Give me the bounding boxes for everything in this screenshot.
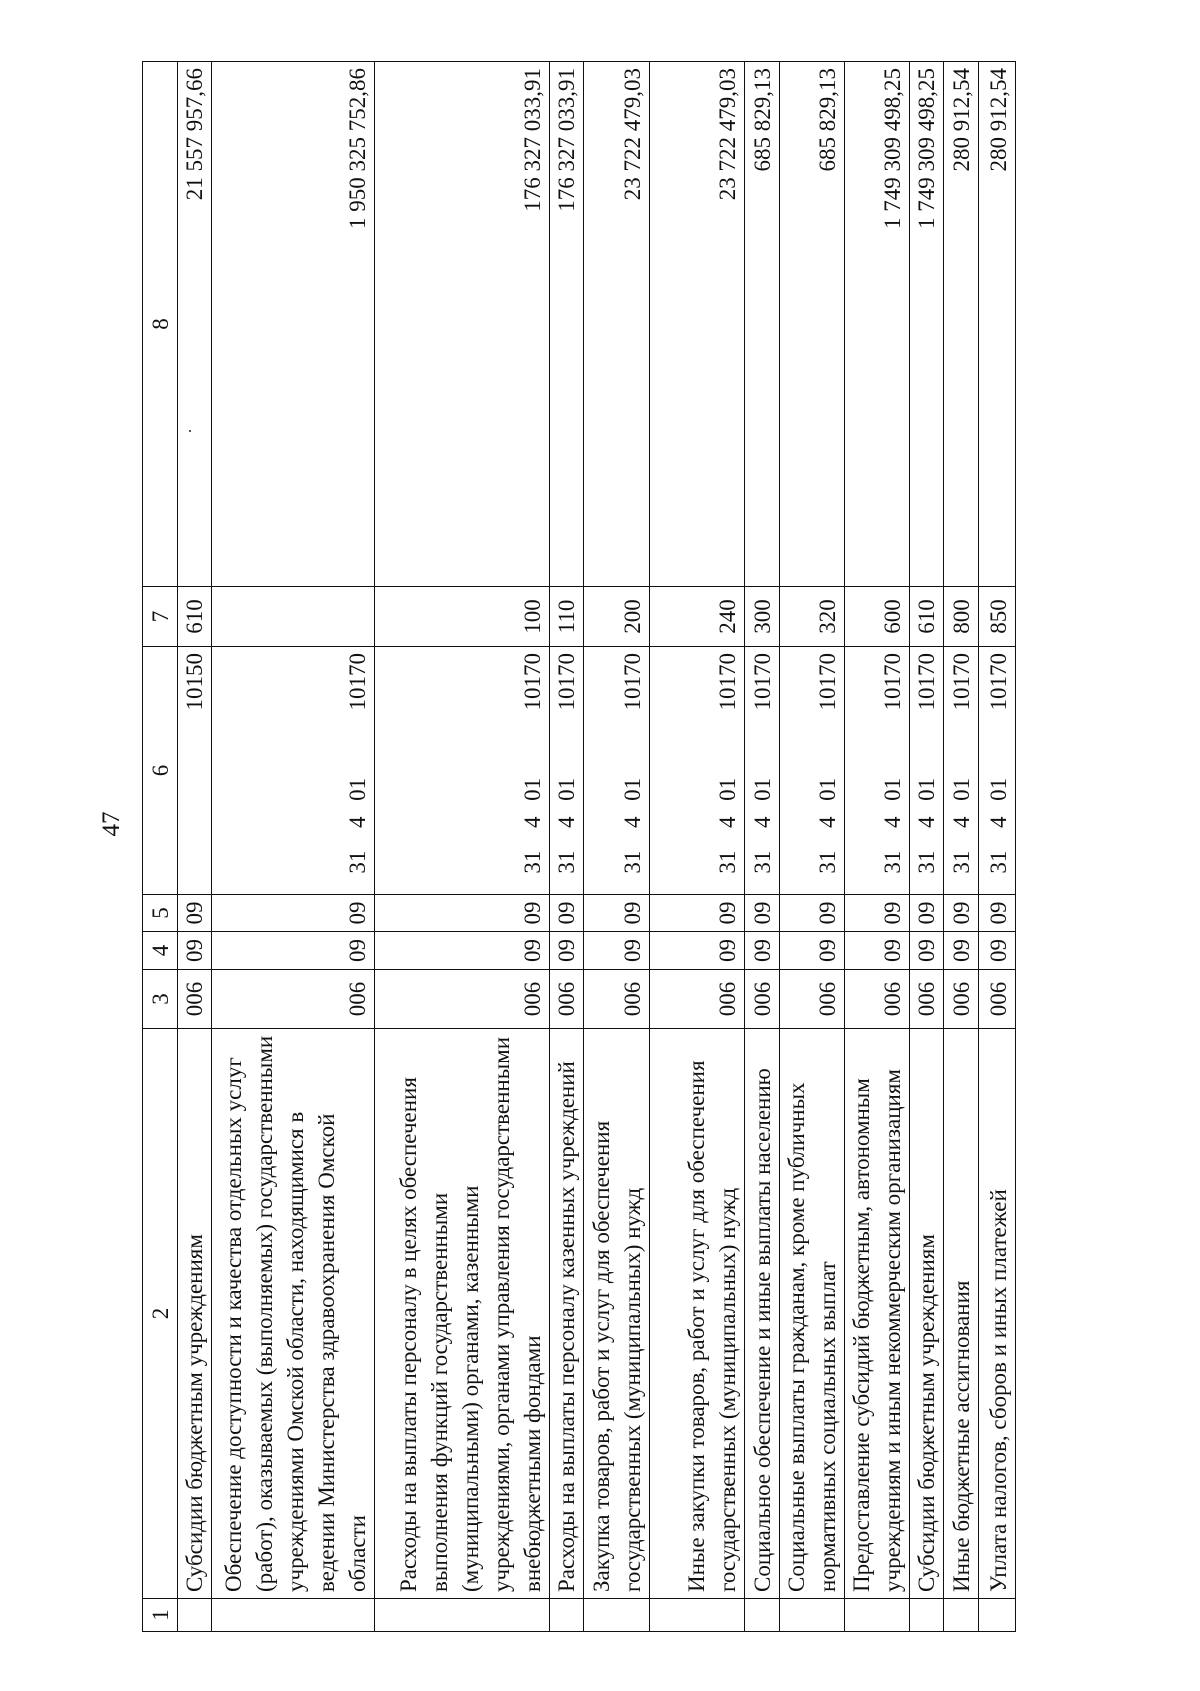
table-row (375, 62, 550, 1632)
table-row (978, 62, 1015, 1632)
amount-cell: 1 749 309 498,25 (844, 62, 909, 587)
expense-type-cell: 610 (178, 587, 212, 647)
header-cell: 7 (143, 587, 178, 647)
target-article-part: 01 (749, 777, 775, 801)
target-article-cell (779, 647, 844, 895)
expense-type-cell: 800 (944, 587, 978, 647)
target-article-cell (550, 647, 584, 895)
row-number-cell (649, 1599, 745, 1632)
section-code-cell: 09 (649, 932, 745, 970)
row-number-cell (944, 1599, 978, 1632)
target-article-part: 10170 (715, 653, 741, 711)
subsection-code-cell: 09 (944, 895, 978, 932)
target-article-part: 4 (880, 816, 906, 828)
target-article-part: 4 (814, 816, 840, 828)
expense-name-cell: Закупка товаров, работ и услуг для обеспечения государственных (муниципальных) нужд (584, 1029, 649, 1599)
amount-cell: 23 722 479,03 (649, 62, 745, 587)
section-code-cell: 09 (978, 932, 1015, 970)
header-cell: 4 (143, 932, 178, 970)
ministry-code-cell: 006 (375, 970, 550, 1029)
target-article-part: 4 (948, 816, 974, 828)
expense-name-cell: Субсидии бюджетным учреждениям (178, 1029, 212, 1599)
target-article-cell (375, 647, 550, 895)
section-code-cell: 09 (745, 932, 779, 970)
target-article-segments (945, 653, 976, 888)
target-article-part: 10170 (619, 653, 645, 711)
expense-name-cell: Иные бюджетные ассигнования (944, 1029, 978, 1599)
target-article-part: 31 (554, 850, 580, 874)
row-number-cell (779, 1599, 844, 1632)
subsection-code-cell: 09 (910, 895, 944, 932)
row-number-cell (745, 1599, 779, 1632)
target-article-cell (178, 647, 212, 895)
expense-name-cell: Социальные выплаты гражданам, кроме публичных нормативных социальных выплат (779, 1029, 844, 1599)
target-article-cell (978, 647, 1015, 895)
expense-name-cell: Иные закупки товаров, работ и услуг для обеспечения государственных (муниципальных) нужд (649, 1029, 745, 1599)
subsection-code-cell: 09 (978, 895, 1015, 932)
target-article-segments (551, 653, 582, 888)
target-article-part: 10170 (749, 653, 775, 711)
expense-type-cell: 320 (779, 587, 844, 647)
subsection-code-cell: 09 (550, 895, 584, 932)
amount-cell: 280 912,54 (978, 62, 1015, 587)
amount-cell: 280 912,54 (944, 62, 978, 587)
target-article-part: 31 (345, 850, 371, 874)
target-article-part: 10150 (182, 653, 208, 711)
table-row (944, 62, 978, 1632)
target-article-part: 31 (749, 850, 775, 874)
expense-name-cell: Субсидии бюджетным учреждениям (910, 1029, 944, 1599)
expense-type-cell: 600 (844, 587, 909, 647)
amount-cell: 685 829,13 (779, 62, 844, 587)
ministry-code-cell: 006 (944, 970, 978, 1029)
expense-type-cell: 300 (745, 587, 779, 647)
target-article-cell (212, 647, 375, 895)
subsection-code-cell: 09 (178, 895, 212, 932)
target-article-part: 31 (948, 850, 974, 874)
target-article-cell (910, 647, 944, 895)
subsection-code-cell: 09 (649, 895, 745, 932)
table-row (584, 62, 649, 1632)
target-article-part: 4 (914, 816, 940, 828)
ministry-code-cell: 006 (550, 970, 584, 1029)
table-row (910, 62, 944, 1632)
target-article-part: 10170 (345, 653, 371, 711)
target-article-segments (179, 653, 210, 888)
target-article-part: 01 (948, 777, 974, 801)
row-number-cell (584, 1599, 649, 1632)
table-row (779, 62, 844, 1632)
section-code-cell: 09 (779, 932, 844, 970)
section-code-cell: 09 (550, 932, 584, 970)
target-article-part: 4 (520, 816, 546, 828)
row-number-cell (212, 1599, 375, 1632)
target-article-segments (746, 653, 777, 888)
expense-type-cell: 610 (910, 587, 944, 647)
target-article-part: 10170 (880, 653, 906, 711)
table-row (212, 62, 375, 1632)
amount-cell: 21 557 957,66 (178, 62, 212, 587)
header-cell: 8 (143, 62, 178, 587)
ministry-code-cell: 006 (978, 970, 1015, 1029)
header-cell: 1 (143, 1599, 178, 1632)
subsection-code-cell: 09 (779, 895, 844, 932)
expense-name-cell: Расходы на выплаты персоналу в целях обеспечения выполнения функций государственными (муниципальными) органами, казенными учреждениями, органами управления государственными внебюджетными фондами (375, 1029, 550, 1599)
target-article-cell (745, 647, 779, 895)
expense-type-cell: 110 (550, 587, 584, 647)
subsection-code-cell: 09 (844, 895, 909, 932)
row-number-cell (375, 1599, 550, 1632)
table-row (844, 62, 909, 1632)
header-cell: 5 (143, 895, 178, 932)
header-cell: 2 (143, 1029, 178, 1599)
target-article-part: 10170 (986, 653, 1011, 711)
amount-cell: 1 950 325 752,86 (212, 62, 375, 587)
header-cell: 3 (143, 970, 178, 1029)
ministry-code-cell: 006 (745, 970, 779, 1029)
target-article-cell (944, 647, 978, 895)
section-code-cell: 09 (910, 932, 944, 970)
expense-name-cell: Расходы на выплаты персоналу казенных учреждений (550, 1029, 584, 1599)
expense-name-cell: Уплата налогов, сборов и иных платежей (978, 1029, 1015, 1599)
target-article-part: 01 (345, 777, 371, 801)
target-article-segments (980, 653, 1014, 888)
table-row (649, 62, 745, 1632)
target-article-part: 4 (715, 816, 741, 828)
target-article-part: 31 (715, 850, 741, 874)
target-article-part: 01 (715, 777, 741, 801)
target-article-part: 01 (619, 777, 645, 801)
target-article-part: 4 (619, 816, 645, 828)
target-article-part: 01 (520, 777, 546, 801)
target-article-cell (649, 647, 745, 895)
page-number: 47 (98, 811, 125, 837)
table-row (550, 62, 584, 1632)
target-article-segments (846, 653, 908, 888)
row-number-cell (178, 1599, 212, 1632)
target-article-part: 01 (986, 777, 1011, 801)
target-article-segments (376, 653, 548, 888)
expense-type-cell: 200 (584, 587, 649, 647)
target-article-part: 01 (554, 777, 580, 801)
target-article-segments (911, 653, 942, 888)
expense-type-cell: 240 (649, 587, 745, 647)
row-number-cell (844, 1599, 909, 1632)
subsection-code-cell: 09 (375, 895, 550, 932)
target-article-segments (585, 653, 647, 888)
section-code-cell: 09 (212, 932, 375, 970)
ministry-code-cell: 006 (584, 970, 649, 1029)
expense-type-cell: 850 (978, 587, 1015, 647)
target-article-segments (781, 653, 843, 888)
expense-name-cell: Социальное обеспечение и иные выплаты населению (745, 1029, 779, 1599)
target-article-part: 31 (914, 850, 940, 874)
subsection-code-cell: 09 (584, 895, 649, 932)
header-row (143, 62, 178, 1632)
section-code-cell: 09 (375, 932, 550, 970)
target-article-part: 10170 (520, 653, 546, 711)
target-article-part: 31 (814, 850, 840, 874)
target-article-part: 10170 (914, 653, 940, 711)
ministry-code-cell: 006 (178, 970, 212, 1029)
ministry-code-cell: 006 (844, 970, 909, 1029)
target-article-cell (584, 647, 649, 895)
target-article-part: 4 (345, 816, 371, 828)
target-article-part: 01 (814, 777, 840, 801)
target-article-part: 01 (880, 777, 906, 801)
target-article-segments (213, 653, 373, 888)
target-article-part: 10170 (554, 653, 580, 711)
row-number-cell (978, 1599, 1015, 1632)
header-cell: 6 (143, 647, 178, 895)
subsection-code-cell: 09 (745, 895, 779, 932)
amount-cell: 176 327 033,91 (375, 62, 550, 587)
target-article-part: 31 (520, 850, 546, 874)
expense-type-cell (212, 587, 375, 647)
ministry-code-cell: 006 (779, 970, 844, 1029)
target-article-part: 4 (554, 816, 580, 828)
expense-name-cell: Обеспечение доступности и качества отдельных услуг (работ), оказываемых (выполняемых) государственными учреждениями Омской области, находящимися в ведении Министерства здравоохранения Омской области (212, 1029, 375, 1599)
amount-cell: 23 722 479,03 (584, 62, 649, 587)
section-code-cell: 09 (944, 932, 978, 970)
target-article-part: 4 (749, 816, 775, 828)
target-article-part: 10170 (948, 653, 974, 711)
table-rotated (142, 62, 1016, 1632)
target-article-part: 31 (619, 850, 645, 874)
expense-name-cell: Предоставление субсидий бюджетным, автономным учреждениям и иным некоммерческим организациям (844, 1029, 909, 1599)
target-article-segments (651, 653, 744, 888)
table-row (745, 62, 779, 1632)
section-code-cell: 09 (844, 932, 909, 970)
expense-type-cell: 100 (375, 587, 550, 647)
ministry-code-cell: 006 (212, 970, 375, 1029)
row-number-cell (910, 1599, 944, 1632)
section-code-cell: 09 (178, 932, 212, 970)
section-code-cell: 09 (584, 932, 649, 970)
amount-cell: 176 327 033,91 (550, 62, 584, 587)
table-container (142, 62, 1016, 1632)
ministry-code-cell: 006 (649, 970, 745, 1029)
budget-table (142, 61, 1016, 1632)
target-article-part: 31 (986, 850, 1011, 874)
target-article-cell (844, 647, 909, 895)
table-row (178, 62, 212, 1632)
row-number-cell (550, 1599, 584, 1632)
target-article-part: 10170 (814, 653, 840, 711)
ministry-code-cell: 006 (910, 970, 944, 1029)
target-article-part: 4 (986, 816, 1011, 828)
amount-cell: 685 829,13 (745, 62, 779, 587)
subsection-code-cell: 09 (212, 895, 375, 932)
target-article-part: 31 (880, 850, 906, 874)
target-article-part: 01 (914, 777, 940, 801)
amount-cell: 1 749 309 498,25 (910, 62, 944, 587)
